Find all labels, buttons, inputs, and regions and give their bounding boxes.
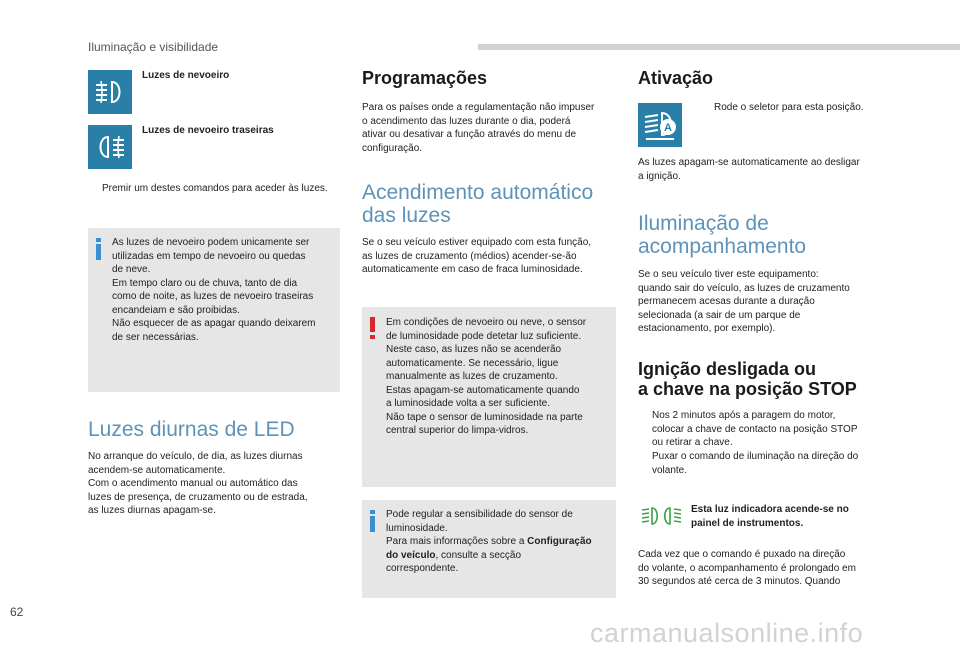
info-icon — [94, 238, 104, 260]
sensor-info-box: Pode regular a sensibilidade do sensor de luminosidade. Para mais informações sobre a Configuração do veículo, consulte a secção correspondente. — [362, 500, 616, 598]
svg-text:A: A — [664, 122, 672, 134]
activation-title: Ativação — [638, 68, 714, 88]
led-title: Luzes diurnas de LED — [88, 418, 295, 441]
follow-me-extension-text: Cada vez que o comando é puxado na direção do volante, o acompanhamento é prolongado em 30 segundos até cerca de 3 minutos. Quando — [638, 549, 856, 587]
warning-icon — [368, 317, 378, 339]
warning-box: Em condições de nevoeiro ou neve, o sensor de luminosidade pode detetar luz suficiente. Neste caso, as luzes não se acenderão automaticamente. Se necessário, ligue manualmente as luzes de cruzamento. Estas apagam-se automaticamente quando a luminosidade volta a ser suficiente. Não tape o sensor de luminosidade na parte central superior do limpa-vidros. — [362, 307, 616, 487]
front-fog-label: Luzes de nevoeiro — [142, 70, 230, 81]
fog-info-box: As luzes de nevoeiro podem unicamente ser utilizadas em tempo de nevoeiro ou quedas de neve. Em tempo claro ou de chuva, tanto de dia como de noite, as luzes de nevoeiro traseiras encandeiam e são proibidas. Não esquecer de as apagar quando deixarem de ser necessárias. — [88, 228, 340, 392]
indicator-text: Esta luz indicadora acende-se no painel de instrumentos. — [691, 504, 849, 529]
rear-fog-label: Luzes de nevoeiro traseiras — [142, 125, 274, 136]
list-item: Puxar o comando de iluminação na direção do volante. — [652, 451, 859, 476]
front-fog-light-icon — [88, 70, 132, 114]
follow-me-title: Iluminação de acompanhamento — [638, 212, 807, 258]
led-text: No arranque do veículo, de dia, as luzes diurnas acendem-se automaticamente. Com o acendimento manual ou automático das luzes de presença, de cruzamento ou de estrada, as luzes diurnas apagam-se. — [88, 451, 308, 516]
list-item: Premir um destes comandos para aceder às luzes. — [102, 183, 328, 194]
watermark: carmanualsonline.info — [590, 618, 864, 648]
auto-lights-text: Se o seu veículo estiver equipado com esta função, as luzes de cruzamento (médios) acender-se-ão automaticamente em caso de fraca luminosidade. — [362, 237, 592, 275]
list-item: Nos 2 minutos após a paragem do motor, colocar a chave de contacto na posição STOP ou retirar a chave. — [652, 410, 858, 448]
list-item: Rode o seletor para esta posição. — [714, 102, 864, 113]
page-number: 62 — [10, 605, 24, 619]
programming-title: Programações — [362, 68, 488, 88]
rear-fog-light-icon — [88, 125, 132, 169]
follow-me-text: Se o seu veículo tiver este equipamento: quando sair do veículo, as luzes de cruzamento permanecem acesas durante a duração selecionada (a sair de um parque de estacionamento, por exemplo). — [638, 269, 850, 334]
programming-text: Para os países onde a regulamentação não impuser o acendimento das luzes durante o dia, poderá ativar ou desativar a função através do menu de configuração. — [362, 102, 595, 154]
section-header: Iluminação e visibilidade — [88, 40, 219, 54]
auto-headlight-icon — [638, 103, 682, 147]
auto-lights-title: Acendimento automático das luzes — [362, 181, 594, 227]
dipped-beam-indicator-icon — [640, 506, 684, 533]
activation-text: As luzes apagam-se automaticamente ao desligar a ignição. — [638, 157, 860, 182]
ignition-title: Ignição desligada ou a chave na posição STOP — [638, 359, 857, 399]
header-bar — [478, 44, 960, 50]
info-icon — [368, 510, 378, 532]
